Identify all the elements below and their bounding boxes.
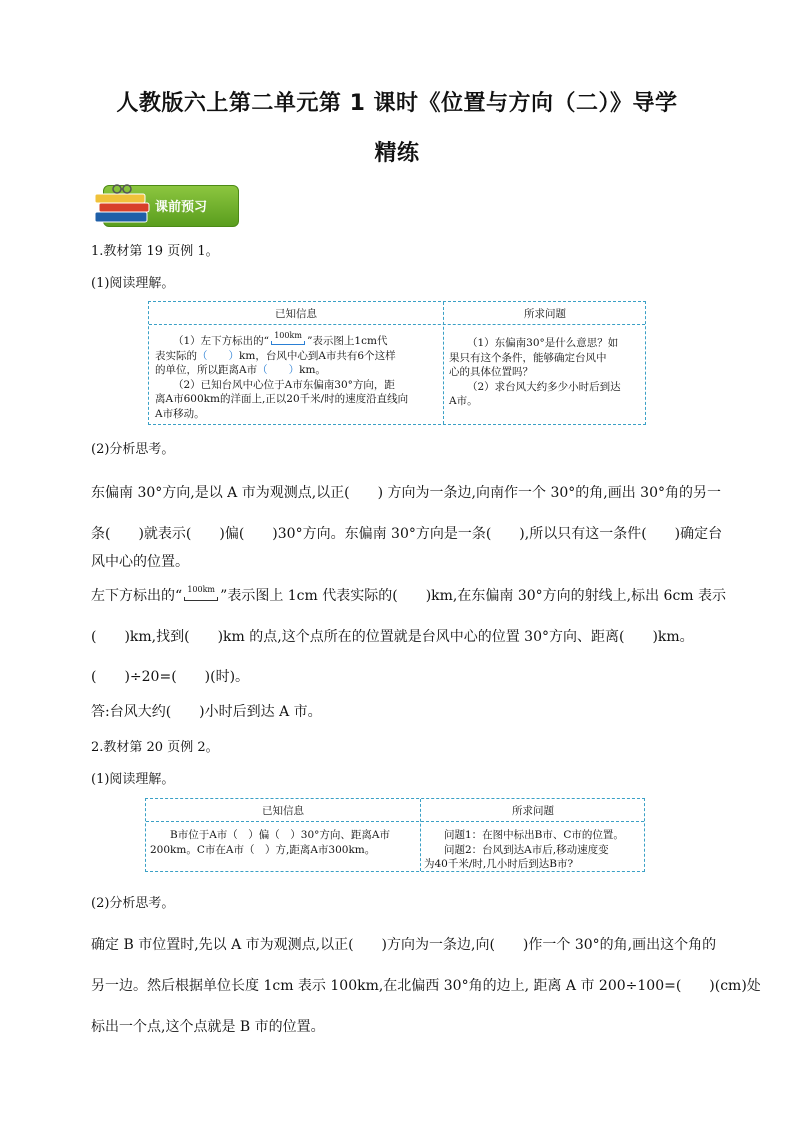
q2-analysis-line3: 标出一个点,这个点就是 B 市的位置。 — [91, 1019, 325, 1035]
q2-known-cell: B市位于A市（ ）偏（ ）30°方向、距离A市 200km。C市在A市（ ）方,距离A市300km。 — [150, 829, 390, 856]
q2-col-known: 已知信息 — [262, 805, 304, 817]
q1-analysis-line1: 东偏南 30°方向,是以 A 市为观测点,以正( ) 方向为一条边,向南作一个 30°的角,画出 30°角的另一 — [91, 485, 721, 501]
page-title-line2: 精练 — [374, 141, 420, 166]
q1-answer: 答:台风大约( )小时后到达 A 市。 — [91, 704, 322, 720]
q1-col-known: 已知信息 — [275, 308, 317, 320]
q1-heading: 1.教材第 19 页例 1。 — [91, 244, 219, 259]
q1-analysis-line5: ( )km,找到( )km 的点,这个点所在的位置就是台风中心的位置 30°方向、距离( )km。 — [91, 629, 694, 645]
q1-analysis-line2: 条( )就表示( )偏( )30°方向。东偏南 30°方向是一条( ),所以只有这一条件( )确定台 — [91, 526, 723, 542]
q2-analysis-line2: 另一边。然后根据单位长度 1cm 表示 100km,在北偏西 30°角的边上, 距离 A 市 200÷100=( )(cm)处 — [91, 978, 761, 994]
q2-heading: 2.教材第 20 页例 2。 — [91, 740, 219, 755]
q1-known-cell: （1）左下方标出的“ 100km ”表示图上1cm代 表实际的（ ）km，台风中心到A市共有6个这样 的单位，所以距离A市（ ）km。 （2）已知台风中心位于A市东偏南30°方向，距 离A市600km的洋面上,正以20千米/时的速度沿直线向 A市移动。 — [155, 331, 409, 420]
books-icon — [91, 182, 155, 228]
preview-banner — [91, 180, 239, 230]
page-title: 人教版六上第二单元第 1 课时《位置与方向（二）》导学 — [116, 91, 678, 116]
scale-bar-icon-2: 100km — [182, 588, 220, 602]
q2-read-label: (1)阅读理解。 — [91, 772, 175, 787]
q1-think-label: (2)分析思考。 — [91, 442, 175, 457]
q2-analysis-line1: 确定 B 市位置时,先以 A 市为观测点,以正( )方向为一条边,向( )作一个 30°的角,画出这个角的 — [91, 937, 717, 953]
q1-info-table — [148, 301, 646, 425]
q1-ask-cell: （1）东偏南30°是什么意思？如 果只有这个条件，能够确定台风中 心的具体位置吗？ （2）求台风大约多少小时后到达 A市。 — [449, 337, 621, 407]
banner-label: 课前预习 — [155, 200, 208, 215]
q1-analysis-line4: 左下方标出的“ 100km ”表示图上 1cm 代表实际的( )km,在东偏南 30°方向的射线上,标出 6cm 表示 — [91, 585, 727, 604]
q1-read-label: (1)阅读理解。 — [91, 276, 175, 291]
q1-analysis-line3: 风中心的位置。 — [91, 554, 189, 570]
scale-bar-icon: 100km — [269, 332, 307, 346]
q2-col-ask: 所求问题 — [512, 805, 554, 817]
q2-think-label: (2)分析思考。 — [91, 896, 175, 911]
q1-col-ask: 所求问题 — [524, 308, 566, 320]
q1-analysis-line6: ( )÷20=( )(时)。 — [91, 669, 250, 685]
q2-ask-cell: 问题1：在图中标出B市、C市的位置。 问题2：台风到达A市后,移动速度变 为40千米/时,几小时后到达B市? — [424, 829, 624, 870]
q2-info-table — [145, 798, 645, 872]
